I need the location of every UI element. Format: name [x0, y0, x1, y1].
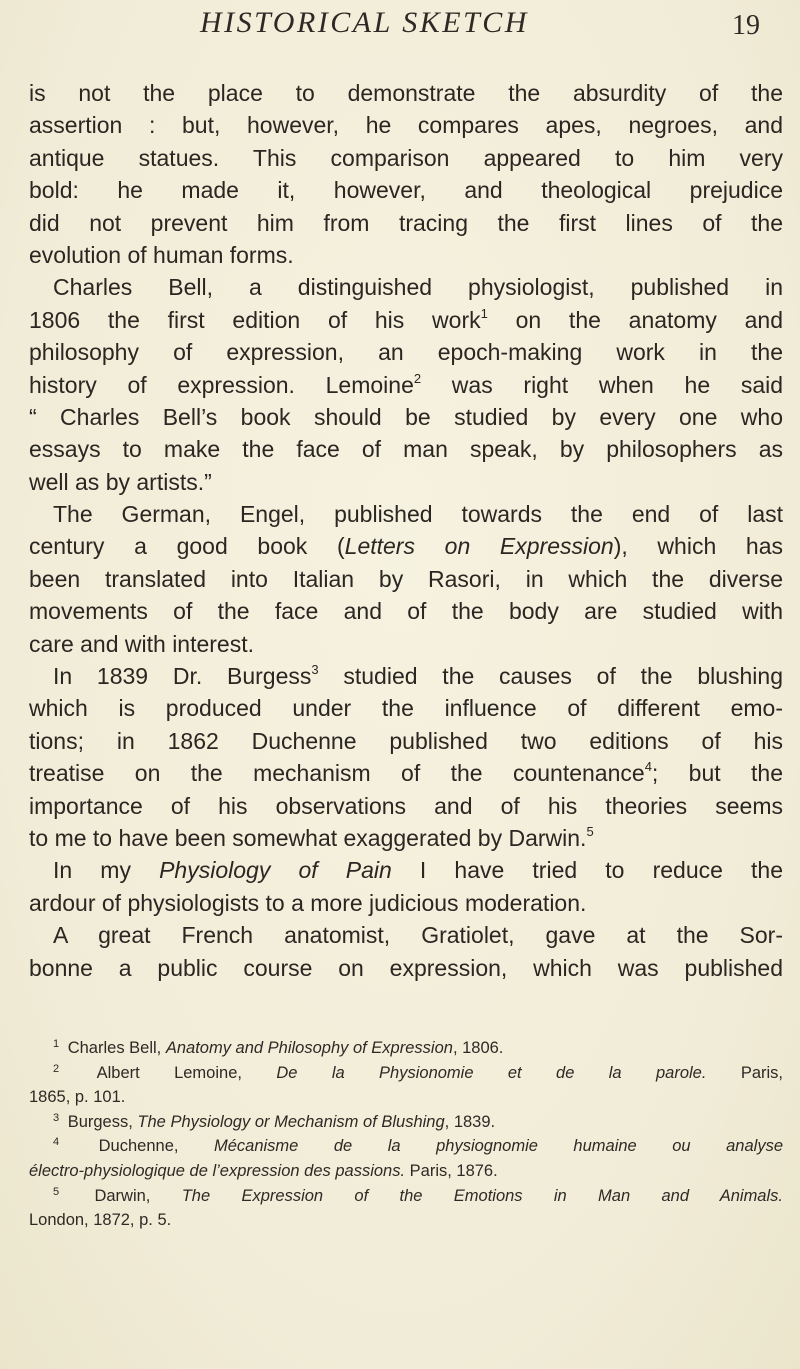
body-line: century a good book (Letters on Expression), which has — [29, 533, 784, 560]
body-line: Charles Bell, a distinguished physiologist, published in — [53, 274, 783, 301]
footnote-number: 2 — [53, 1062, 60, 1075]
body-line: treatise on the mechanism of the countenance$^4$; but the — [29, 759, 783, 787]
body-line: evolution of human forms. — [29, 241, 294, 268]
footnote-continuation: 1865, p. 101. — [29, 1088, 126, 1107]
footnote: $^1$ Charles Bell, Anatomy and Philosophy of Expression, 1806. — [53, 1038, 504, 1057]
body-line: which is produced under the influence of different emo- — [29, 695, 783, 722]
body-line: In 1839 Dr. Burgess$^3$ studied the causes of the blushing — [53, 662, 783, 690]
footnote-number: 5 — [53, 1185, 60, 1198]
footnote: $^5$ Darwin, The Expression of the Emotions in Man and Animals. — [53, 1185, 783, 1205]
body-line: assertion : but, however, he compares apes, negroes, and — [29, 112, 783, 139]
footnote-ref: 2 — [413, 370, 422, 386]
body-line: to me to have been somewhat exaggerated by Darwin.$^5$ — [29, 823, 594, 851]
page-title: HISTORICAL SKETCH — [200, 6, 529, 39]
italic-title: Letters on Expression — [344, 533, 614, 560]
body-line: 1806 the first edition of his work$^1$ on the anatomy and — [29, 305, 783, 333]
footnotes — [29, 1036, 783, 1233]
body-line: “ Charles Bell’s book should be studied by every one who — [29, 403, 783, 430]
body-line: A great French anatomist, Gratiolet, gave at the Sor- — [53, 922, 783, 949]
footnote: $^3$ Burgess, The Physiology or Mechanism of Blushing, 1839. — [53, 1111, 496, 1131]
footnote-number: 3 — [53, 1111, 60, 1124]
running-head — [0, 6, 800, 46]
body-line: essays to make the face of man speak, by philosophers as — [29, 436, 783, 463]
page-number: 19 — [732, 10, 760, 41]
footnote: $^2$ Albert Lemoine, De la Physionomie et de la parole. Paris, — [53, 1062, 783, 1082]
body-line: well as by artists.” — [29, 468, 212, 495]
body-line: did not prevent him from tracing the first lines of the — [29, 209, 783, 236]
footnote-continuation: London, 1872, p. 5. — [29, 1211, 172, 1230]
body-line: The German, Engel, published towards the end of last — [53, 501, 783, 528]
footnote-ref: 3 — [311, 662, 319, 678]
body-text — [29, 77, 783, 984]
body-line: ardour of physiologists to a more judicious moderation. — [29, 889, 587, 916]
body-line: been translated into Italian by Rasori, in which the diverse — [29, 565, 783, 592]
body-line: care and with interest. — [29, 630, 255, 657]
footnote-ref: 4 — [644, 759, 652, 775]
body-line: importance of his observations and of his theories seems — [29, 792, 783, 819]
footnote-number: 1 — [53, 1038, 60, 1050]
body-line: antique statues. This comparison appeared to him very — [29, 144, 783, 171]
footnote-number: 4 — [53, 1136, 60, 1149]
body-line: In my Physiology of Pain I have tried to reduce the — [53, 857, 783, 884]
footnote-continuation: électro-physiologique de l’expression des passions. Paris, 1876. — [29, 1161, 498, 1180]
footnote-ref: 5 — [586, 823, 594, 839]
body-line: bold: he made it, however, and theological prejudice — [29, 177, 783, 204]
body-line: movements of the face and of the body are studied with — [29, 598, 783, 625]
footnote: $^4$ Duchenne, Mécanisme de la physiognomie humaine ou analyse — [53, 1136, 783, 1156]
italic-title: Physiology of Pain — [159, 857, 392, 884]
body-line: history of expression. Lemoine$^2$ was right when he said — [29, 370, 784, 398]
body-line: philosophy of expression, an epoch-making work in the — [29, 339, 783, 366]
body-line: is not the place to demonstrate the absurdity of the — [29, 80, 783, 106]
body-line: tions; in 1862 Duchenne published two editions of his — [29, 727, 783, 754]
body-line: bonne a public course on expression, which was published — [29, 954, 783, 981]
footnote-ref: 1 — [480, 305, 488, 321]
